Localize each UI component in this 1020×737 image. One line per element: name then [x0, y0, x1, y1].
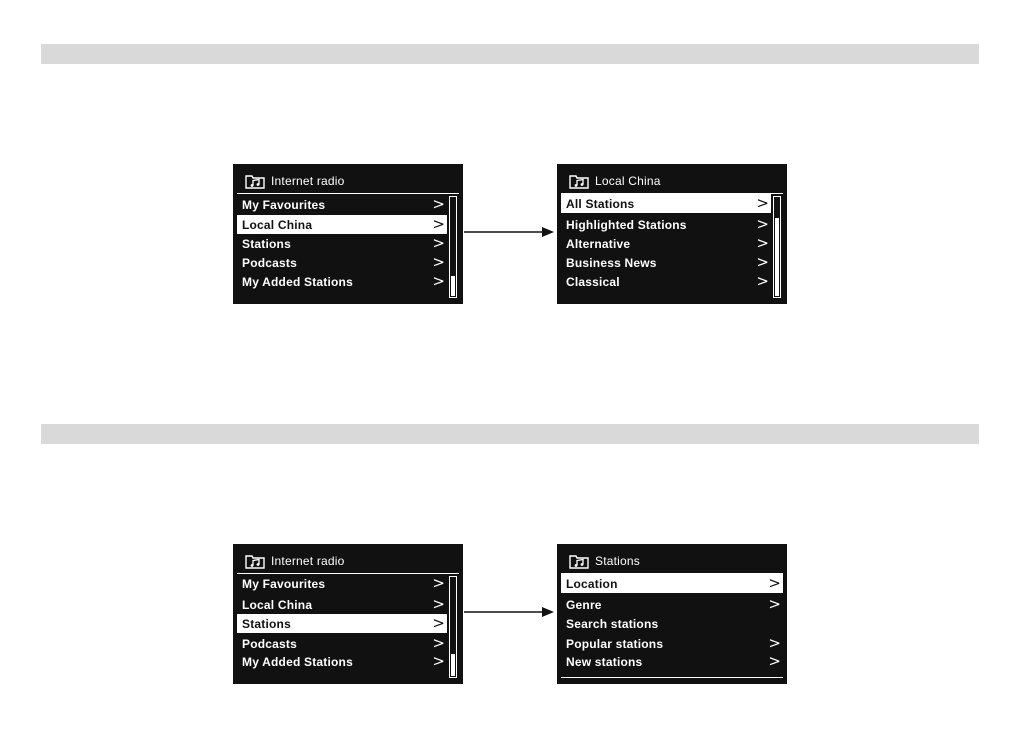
chevron-right-icon: > — [756, 234, 769, 252]
chevron-right-icon: > — [756, 215, 769, 233]
menu-item-label: Business News — [566, 255, 657, 270]
menu-item-my-added-stations[interactable] — [237, 652, 447, 671]
screen-title: Internet radio — [271, 554, 345, 568]
menu-item-my-added-stations[interactable] — [237, 272, 447, 291]
chevron-right-icon: > — [432, 234, 445, 252]
menu-item-label: My Added Stations — [242, 654, 353, 669]
chevron-right-icon: > — [432, 652, 445, 670]
music-folder-icon — [245, 173, 265, 189]
menu-item-label: Classical — [566, 274, 620, 289]
menu-item-label: Location — [566, 576, 618, 591]
chevron-right-icon: > — [756, 253, 769, 271]
scrollbar[interactable] — [449, 196, 457, 298]
menu-item-search-stations[interactable] — [561, 614, 783, 633]
chevron-right-icon: > — [432, 215, 445, 233]
menu-item-label: Alternative — [566, 236, 631, 251]
chevron-right-icon: > — [432, 272, 445, 290]
scrollbar[interactable] — [449, 576, 457, 678]
music-folder-icon — [569, 173, 589, 189]
screen-header — [569, 171, 661, 191]
chevron-right-icon: > — [768, 652, 781, 670]
screen-title: Local China — [595, 174, 661, 188]
menu-item-new-stations[interactable] — [561, 652, 783, 671]
menu-item-popular-stations[interactable] — [561, 634, 783, 653]
menu-item-label: Popular stations — [566, 636, 664, 651]
menu-item-label: Search stations — [566, 616, 659, 631]
menu-item-genre[interactable] — [561, 595, 783, 614]
menu-item-local-china[interactable] — [237, 215, 447, 234]
menu-item-label: Local China — [242, 217, 313, 232]
chevron-right-icon: > — [768, 574, 781, 592]
menu-item-alternative[interactable] — [561, 234, 771, 253]
chevron-right-icon: > — [756, 194, 769, 212]
screen-stations-menu — [557, 544, 787, 684]
section-header-bar — [41, 424, 979, 444]
screen-header — [245, 551, 345, 571]
screen-local-china-menu — [557, 164, 787, 304]
screen-header — [245, 171, 345, 191]
menu-item-label: Podcasts — [242, 636, 297, 651]
right-arrow-icon — [464, 224, 556, 240]
menu-item-label: All Stations — [566, 196, 635, 211]
menu-item-business-news[interactable] — [561, 253, 771, 272]
bottom-divider — [561, 677, 783, 678]
chevron-right-icon: > — [432, 253, 445, 271]
menu-item-local-china[interactable] — [237, 595, 447, 614]
screen-internet-radio-menu — [233, 164, 463, 304]
screen-title: Internet radio — [271, 174, 345, 188]
chevron-right-icon: > — [756, 272, 769, 290]
scrollbar-thumb[interactable] — [451, 276, 455, 296]
menu-item-all-stations[interactable] — [561, 194, 771, 213]
chevron-right-icon: > — [432, 634, 445, 652]
scrollbar[interactable] — [773, 196, 781, 298]
menu-item-my-favourites[interactable] — [237, 195, 447, 214]
screen-internet-radio-menu — [233, 544, 463, 684]
music-folder-icon — [569, 553, 589, 569]
menu-item-label: New stations — [566, 654, 643, 669]
chevron-right-icon: > — [432, 195, 445, 213]
menu-item-location[interactable] — [561, 574, 783, 593]
chevron-right-icon: > — [432, 574, 445, 592]
chevron-right-icon: > — [768, 634, 781, 652]
menu-item-highlighted-stations[interactable] — [561, 215, 771, 234]
menu-item-label: Stations — [242, 236, 291, 251]
chevron-right-icon: > — [432, 595, 445, 613]
screen-title: Stations — [595, 554, 640, 568]
chevron-right-icon: > — [432, 614, 445, 632]
screen-header — [569, 551, 640, 571]
menu-item-label: Genre — [566, 597, 602, 612]
section-header-bar — [41, 44, 979, 64]
menu-item-stations[interactable] — [237, 234, 447, 253]
menu-item-label: My Added Stations — [242, 274, 353, 289]
menu-item-label: My Favourites — [242, 576, 326, 591]
menu-item-podcasts[interactable] — [237, 634, 447, 653]
menu-item-label: Highlighted Stations — [566, 217, 687, 232]
menu-item-label: Local China — [242, 597, 313, 612]
header-divider — [237, 193, 459, 194]
chevron-right-icon: > — [768, 595, 781, 613]
music-folder-icon — [245, 553, 265, 569]
scrollbar-thumb[interactable] — [451, 654, 455, 676]
menu-item-stations[interactable] — [237, 614, 447, 633]
menu-item-my-favourites[interactable] — [237, 574, 447, 593]
menu-item-label: My Favourites — [242, 197, 326, 212]
menu-item-label: Podcasts — [242, 255, 297, 270]
menu-item-label: Stations — [242, 616, 291, 631]
menu-item-podcasts[interactable] — [237, 253, 447, 272]
right-arrow-icon — [464, 604, 556, 620]
menu-item-classical[interactable] — [561, 272, 771, 291]
scrollbar-thumb[interactable] — [775, 218, 779, 296]
